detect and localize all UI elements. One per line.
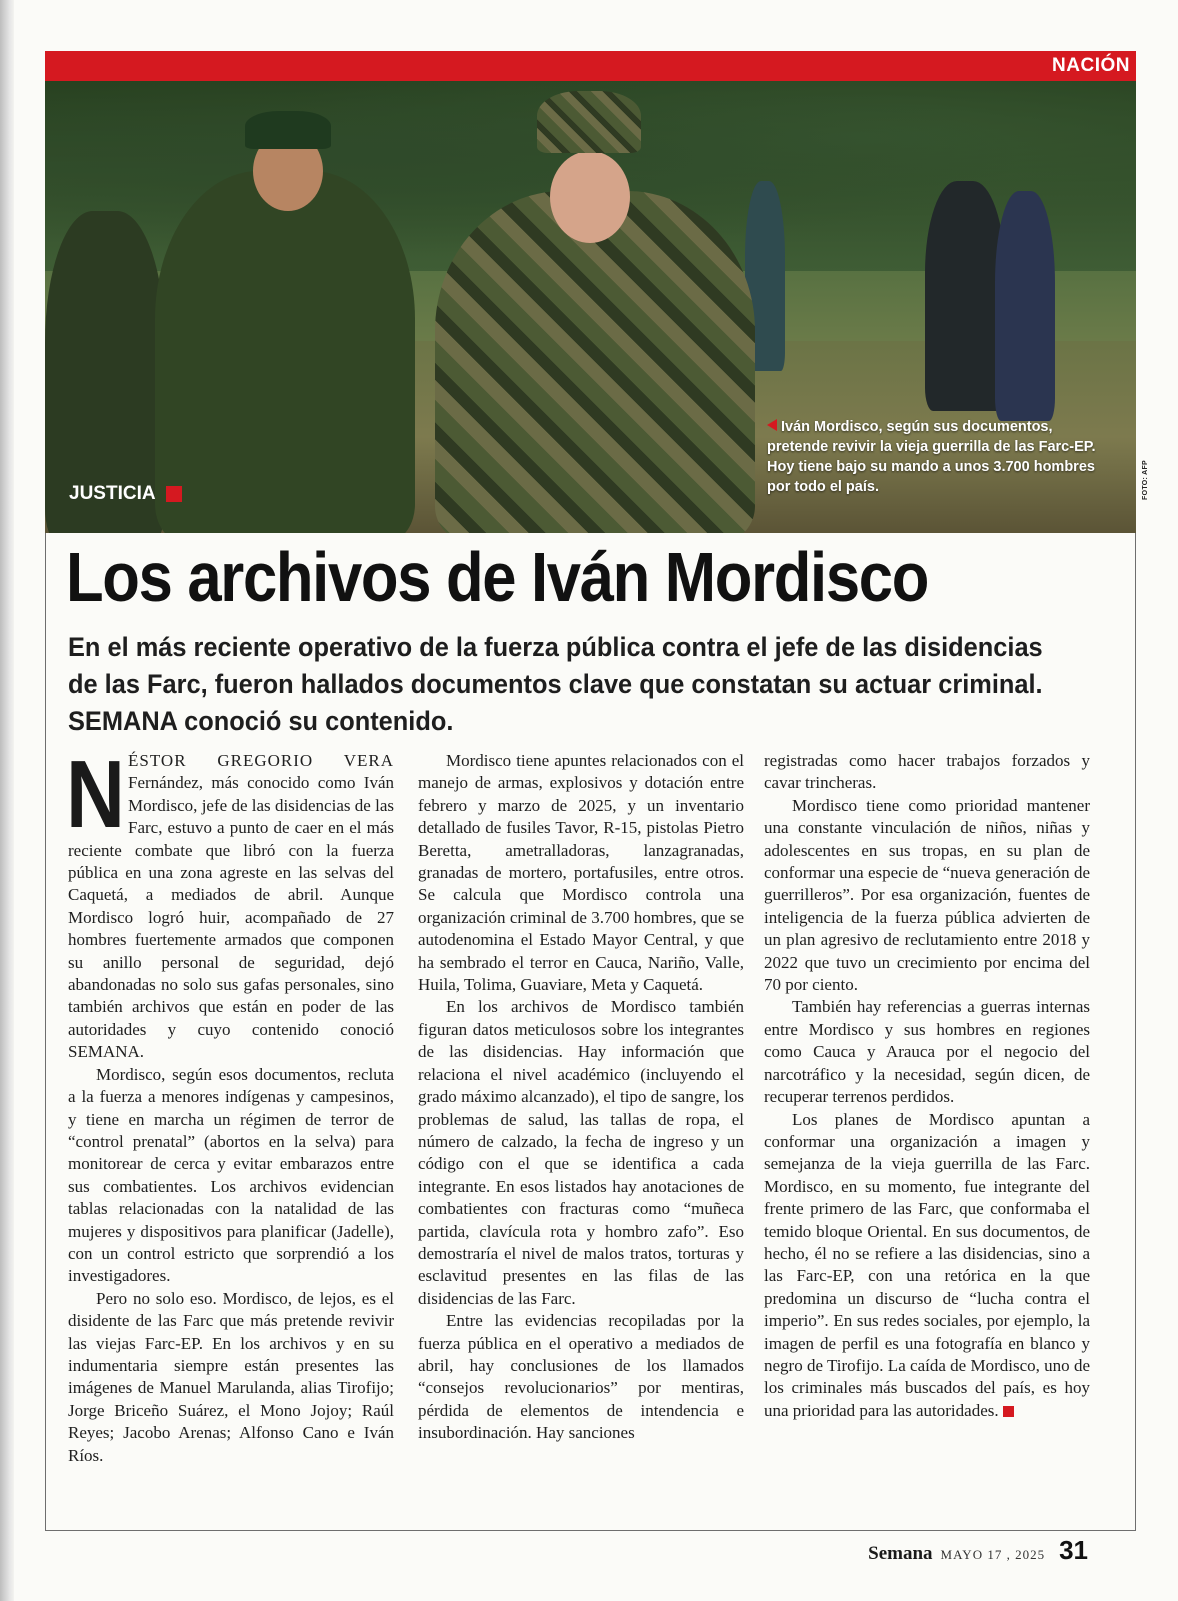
article-paragraph: Mordisco, según esos documentos, recluta a la fuerza a menores indígenas y campesinos, y tiene en marcha un régimen de terror de “control prenatal” (abortos en la selva) para monitorear de cerca y evitar embarazos entre sus combatientes. Los archivos evidencian tablas relacionadas con la natalidad de las mujeres y dispositivos para planificar (Jadelle), con un control estricto que sorprendió a los investigadores. bbox=[68, 1064, 394, 1286]
article-paragraph: Mordisco tiene apuntes relacionados con el manejo de armas, explosivos y dotación entre febrero y marzo de 2025, y un inventario detallado de fusiles Tavor, R-15, pistolas Pietro Beretta, ametralladoras, lanzagranadas, granadas de mortero, portafusiles, entre otros. Se calcula que Mordisco controla una organización criminal de 3.700 hombres, que se autodenomina el Estado Mayor Central, y que ha sembrado el terror en Cauca, Nariño, Valle, Huila, Tolima, Guaviare, Meta y Caquetá. bbox=[418, 751, 744, 995]
folio-brand: Semana bbox=[868, 1543, 933, 1564]
section-label: NACIÓN bbox=[1052, 55, 1130, 76]
photo-camo-cap bbox=[537, 91, 641, 153]
folio-date: MAYO 17 , 2025 bbox=[940, 1547, 1046, 1562]
photo-beret bbox=[245, 111, 331, 149]
article-paragraph bbox=[764, 1109, 1090, 1423]
article-column-3 bbox=[764, 750, 1090, 1422]
article-column-1 bbox=[66, 741, 394, 1467]
article-paragraph: Pero no solo eso. Mordisco, de lejos, es el disidente de las Farc que más pretende revivir las viejas Farc-EP. En los archivos y en su indumentaria siempre están presentes las imágenes de Manuel Marulanda, alias Tirofijo; Jorge Briceño Suárez, el Mono Jojoy; Raúl Reyes; Jacobo Arenas; Alfonso Cano e Iván Ríos. bbox=[68, 1288, 394, 1465]
article-paragraph: Mordisco tiene como prioridad mantener una constante vinculación de niños, niñas y adolescentes en sus tropas, en su plan de conformar una especie de “nueva generación de guerrilleros”. Por esa organización, fuentes de inteligencia de la fuerza pública advierten de un plan agresivo de reclutamiento entre 2018 y 2022 que tuvo un crecimiento por encima del 70 por ciento. bbox=[764, 795, 1090, 995]
article-paragraph bbox=[66, 741, 394, 1064]
photo-figure bbox=[995, 191, 1055, 421]
article-paragraph: registradas como hacer trabajos forzados y cavar trincheras. bbox=[764, 751, 1090, 793]
caption-arrow-icon bbox=[767, 419, 777, 431]
lead-in-caps: ÉSTOR GREGORIO VERA bbox=[128, 751, 394, 770]
photo-figure-head bbox=[550, 151, 630, 243]
article-headline: Los archivos de Iván Mordisco bbox=[66, 538, 929, 616]
page-number: 31 bbox=[1059, 1535, 1088, 1565]
article-paragraph: En los archivos de Mordisco también figuran datos meticulosos sobre los integrantes de las disidencias. Hay información que relaciona el nivel académico (incluyendo el grado máximo alcanzado), el tipo de sangre, los problemas de salud, las tallas de ropa, el número de calzado, la fecha de ingreso y un código con el que se identifica a cada integrante. En esos listados hay anotaciones de combatientes con fracturas como “muñeca partida, clavícula rota y hombro zafo”. Eso demostraría el nivel de malos tratos, torturas y esclavitud presentes en las filas de las disidencias de las Farc. bbox=[418, 997, 744, 1308]
paragraph-text: Fernández, más conocido como Iván Mordisco, jefe de las disidencias de las Farc, estuvo a punto de caer en el más reciente combate que libró con la fuerza pública en una zona agreste en las selvas del Caquetá, a mediados de abril. Aunque Mordisco logró huir, acompañado de 27 hombres fuertemente armados que componen su anillo personal de seguridad, dejó abandonadas no solo sus gafas personales, sino también archivos que están en poder de las autoridades y cuyo contenido conoció SEMANA. bbox=[68, 773, 394, 1062]
article-column-2 bbox=[418, 750, 744, 1445]
red-square-icon bbox=[166, 486, 182, 502]
photo-credit: FOTO: AFP bbox=[1142, 459, 1149, 500]
article-deck: En el más reciente operativo de la fuerza pública contra el jefe de las disidencias de las Farc, fueron hallados documentos clave que constatan su actuar criminal. SEMANA conoció su contenido. bbox=[68, 632, 1043, 736]
photo-caption-text: Iván Mordisco, según sus documentos, pretende revivir la vieja guerrilla de las Farc-EP. Hoy tiene bajo su mando a unos 3.700 hombres por todo el país. bbox=[767, 419, 1096, 495]
drop-cap: N bbox=[66, 741, 125, 848]
photo-figure bbox=[925, 181, 1005, 411]
paragraph-text: Los planes de Mordisco apuntan a conformar una organización a imagen y semejanza de la vieja guerrilla de las Farc. Mordisco, en su momento, fue integrante del frente primero de las Farc, que conformaba el temido bloque Oriental. En sus documentos, de hecho, él no se refiere a las disidencias, sino a las Farc-EP, con una retórica en la que predomina un discurso de “lucha contra el imperio”. En sus redes sociales, por ejemplo, la imagen de perfil es una fotografía en blanco y negro de Tirofijo. La caída de Mordisco, uno de los criminales más buscados del país, es hoy una prioridad para las autoridades. bbox=[764, 1109, 1090, 1420]
article-paragraph: Entre las evidencias recopiladas por la fuerza pública en el operativo a mediados de abril, hay conclusiones de los llamados “consejos revolucionarios” por mentiras, pérdida de elementos de intendencia e insubordinación. Hay sanciones bbox=[418, 1311, 744, 1443]
section-bar bbox=[45, 51, 1136, 81]
end-mark-icon bbox=[1003, 1406, 1014, 1417]
photo-figure-guard bbox=[155, 171, 415, 533]
photo-section-tag bbox=[69, 483, 182, 505]
photo-tag-label: JUSTICIA bbox=[69, 483, 156, 504]
page-folio bbox=[868, 1535, 1088, 1566]
article-paragraph: También hay referencias a guerras internas entre Mordisco y sus hombres en regiones como Cauca y Arauca por el negocio del narcotráfico y la necesidad, según dicen, de recuperar terrenos perdidos. bbox=[764, 997, 1090, 1107]
photo-caption bbox=[767, 417, 1115, 497]
lead-photo bbox=[45, 81, 1136, 533]
page-spine-shadow bbox=[0, 0, 14, 1601]
